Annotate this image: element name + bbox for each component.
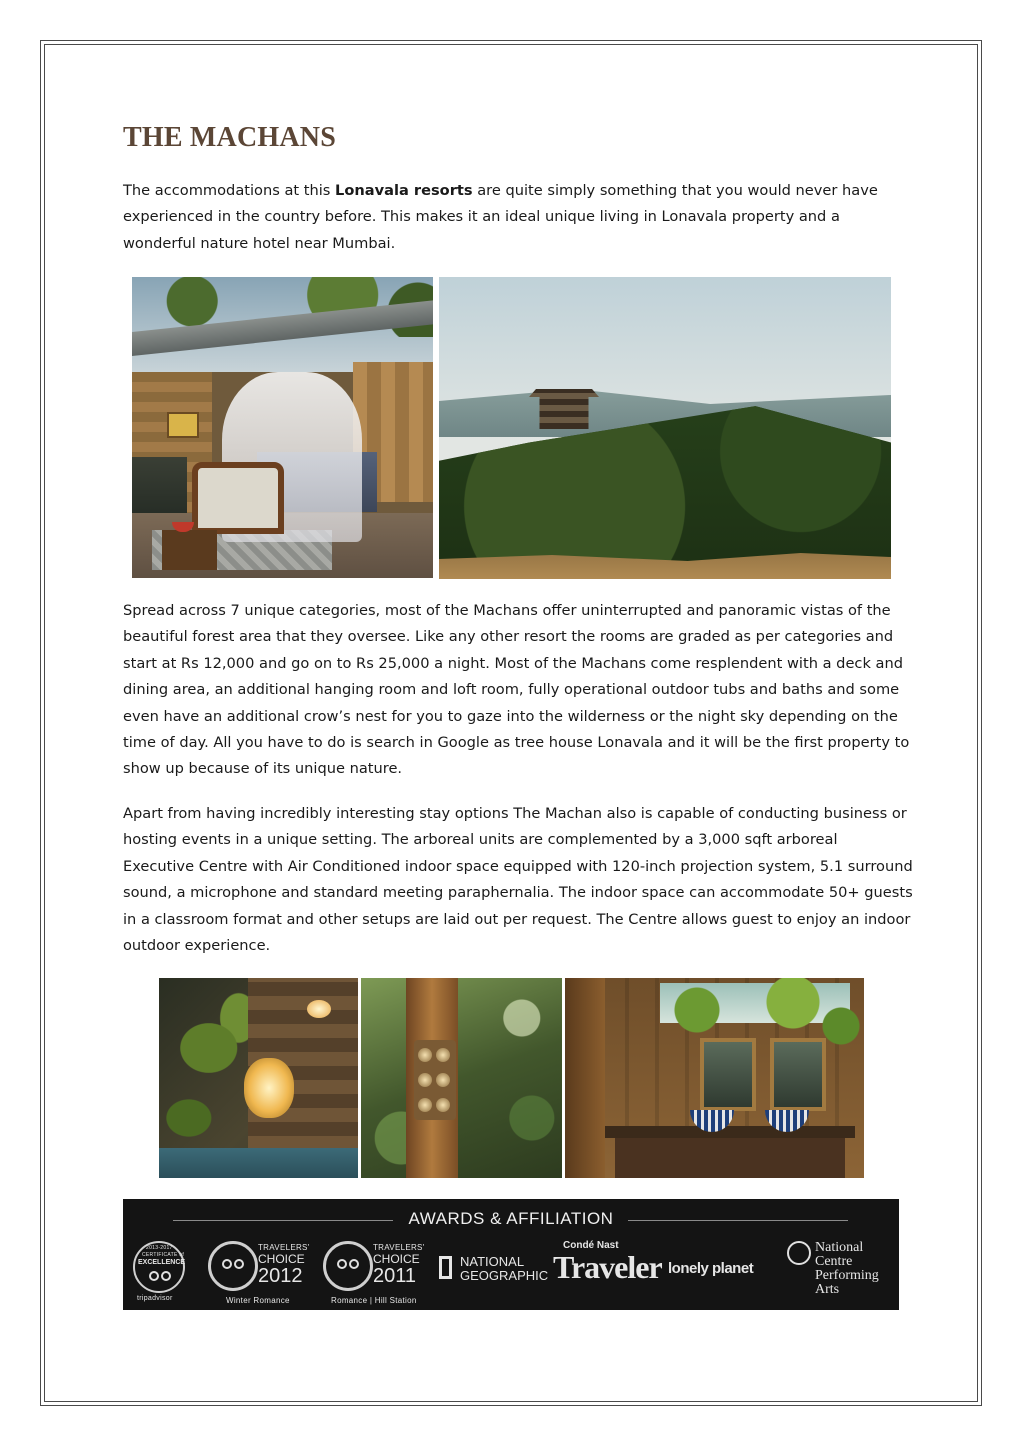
coe-excellence: EXCELLENCE (138, 1259, 186, 1266)
intro-text-after: are quite simply something that you would never have experienced in the country before. This makes it an ideal unique living in Lonavala property and a wonderful nature hotel near Mumbai. (123, 182, 878, 252)
traveler-logo-text: Traveler (553, 1249, 662, 1285)
coe-brand: tripadvisor (137, 1295, 173, 1302)
tc2011-year: 2011 (373, 1265, 417, 1287)
tc2012-year: 2012 (258, 1265, 303, 1287)
intro-text-before: The accommodations at this (123, 182, 336, 199)
ncpa-line4: Arts (815, 1282, 840, 1297)
tc2012-line1: TRAVELERS' (258, 1243, 310, 1252)
intro-paragraph (123, 178, 913, 257)
lonely-planet-logo-text: lonely planet (668, 1260, 754, 1277)
natgeo-line2: GEOGRAPHIC (460, 1268, 549, 1283)
ncpa-line1: National (815, 1240, 864, 1255)
travelers-choice-2012-laurel (208, 1241, 258, 1291)
coe-years: 2013-2017 (146, 1245, 173, 1251)
coe-cert: CERTIFICATE of (142, 1252, 185, 1258)
awards-banner (123, 1199, 899, 1310)
lonavala-resorts-emphasis: Lonavala resorts (335, 182, 473, 199)
ncpa-line3: Performing (815, 1268, 879, 1283)
tc2012-line2: CHOICE (258, 1252, 305, 1266)
page-title: THE MACHANS (123, 122, 336, 153)
forest-treehouse-photo (439, 277, 891, 579)
tc2012-caption: Winter Romance (226, 1296, 290, 1305)
tc2011-caption: Romance | Hill Station (331, 1296, 417, 1305)
ncpa-line2: Centre (815, 1254, 853, 1269)
natgeo-line1: NATIONAL (460, 1254, 525, 1269)
travelers-choice-2011-laurel (323, 1241, 373, 1291)
ncpa-emblem-icon (787, 1241, 811, 1265)
tc2011-line2: CHOICE (373, 1252, 420, 1266)
conde-nast-label: Condé Nast (563, 1240, 619, 1251)
lamp-photo (159, 978, 358, 1178)
bedroom-photo (132, 277, 433, 578)
national-geographic-frame-icon (439, 1256, 452, 1279)
tc2011-line1: TRAVELERS' (373, 1243, 425, 1252)
tripadvisor-owl-icon (337, 1259, 359, 1273)
switches-photo (361, 978, 562, 1178)
categories-paragraph: Spread across 7 unique categories, most of the Machans offer uninterrupted and panoramic vistas of the beautiful forest area that they oversee. Like any other resort the rooms are graded as per categories and start at Rs 12,000 and go on to Rs 25,000 a night. Most of the Machans come resplendent with a deck and dining area, an additional hanging room and loft room, fully operational outdoor tubs and baths and some even have an additional crow’s nest for you to gaze into the wilderness or the night sky depending on the time of day. All you have to do is search in Google as tree house Lonavala and it will be the first property to show up because of its unique nature. (123, 602, 910, 778)
business-events-paragraph: Apart from having incredibly interesting stay options The Machan also is capable of conducting business or hosting events in a unique setting. The arboreal units are complemented by a 3,000 sqft arboreal Executive Centre with Air Conditioned indoor space equipped with 120-inch projection system, 5.1 surround sound, a microphone and standard meeting paraphernalia. The indoor space can accommodate 50+ guests in a classroom format and other setups are laid out per request. The Centre allows guest to enjoy an indoor outdoor experience. (123, 805, 913, 955)
tripadvisor-owl-icon (222, 1259, 244, 1273)
bathroom-photo (565, 978, 864, 1178)
tripadvisor-owl-icon (149, 1271, 171, 1285)
awards-title: AWARDS & AFFILIATION (123, 1209, 899, 1229)
